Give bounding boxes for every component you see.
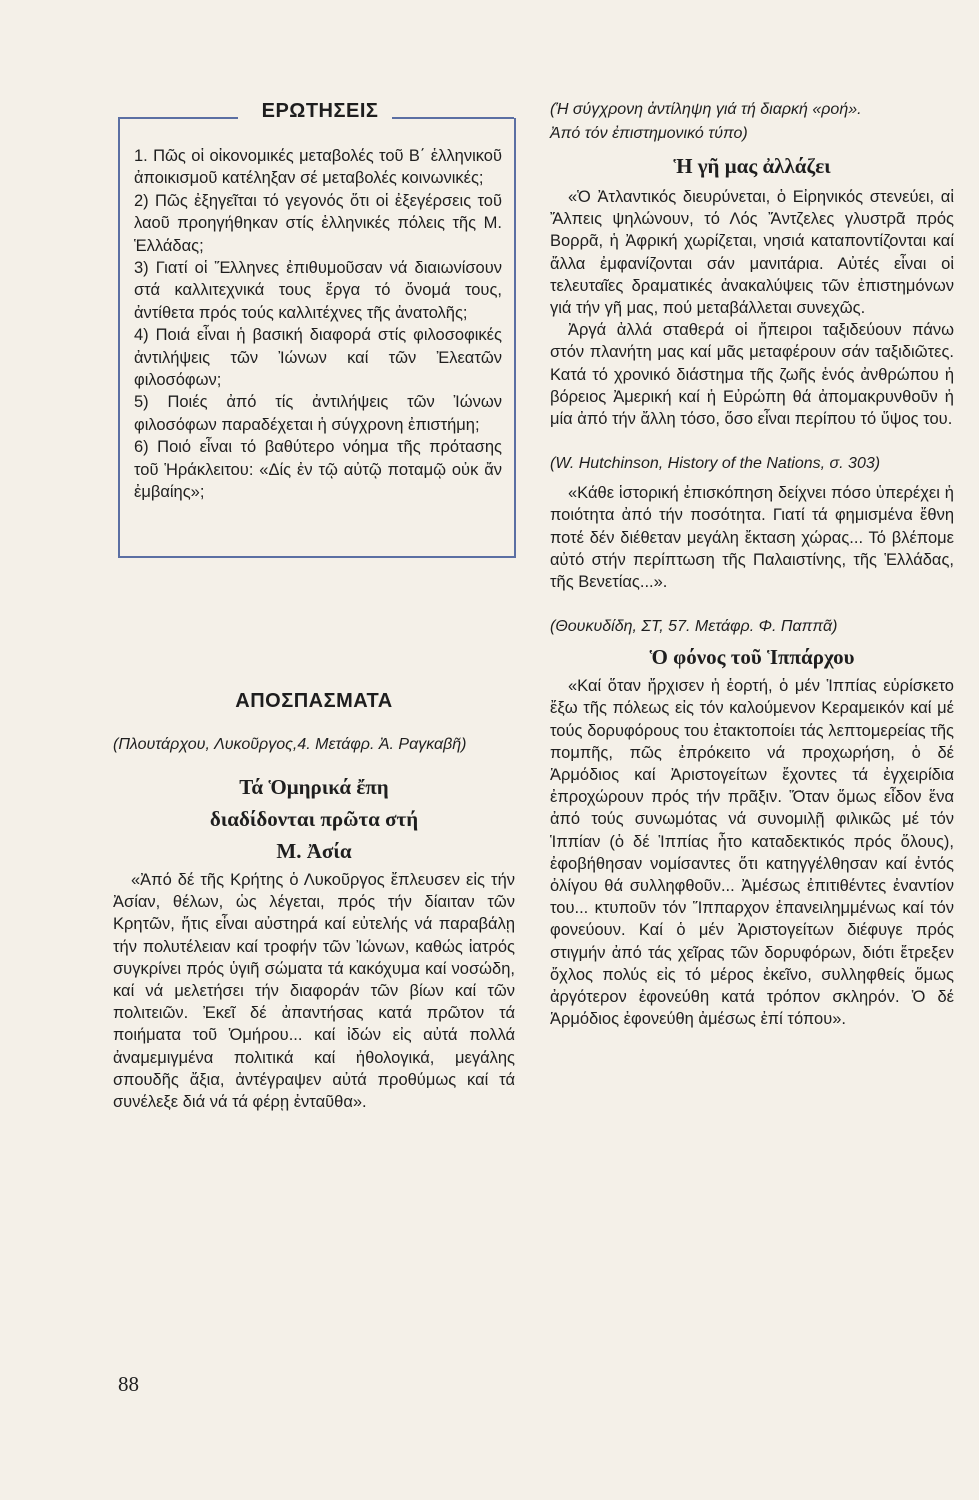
plutarch-heading xyxy=(113,771,515,867)
hutchinson-text: «Κάθε ἱστορική ἐπισκόπηση δείχνει πόσο ὑπερέχει ἡ ποιότητα ἀπό τήν ποσότητα. Γιατί τά φημισμένα ἔθνη ποτέ δέν διέθεταν μεγάλη ἔκταση χώρας... Τό βλέπομε αὐτό στήν περίπτωση τῆς Παλαιστίνης, τῆς Ἑλλάδας, τῆς Βενετίας...». xyxy=(550,484,954,592)
thucydides-citation: (Θουκυδίδη, ΣΤ, 57. Μετάφρ. Φ. Παππᾶ) xyxy=(550,618,838,636)
plutarch-text: «Ἀπό δέ τῆς Κρήτης ὁ Λυκοῦργος ἔπλευσεν εἰς τήν Ἀσίαν, θέλων, ὡς λέγεται, πρός τήν δίαιταν τῶν Κρητῶν, ἥτις εἶναι αὐστηρά καί εὐτελής νά παραβάλῃ τήν πολυτέλειαν καί τροφήν τῶν Ἰώνων, καθώς ἰατρός συγκρίνει πρός ὑγιῆ σώματα τά κακόχυμα καί νοσώδη, καί νά μελετήσει τήν διαφοράν τῶν βίων καί τῶν πολιτειῶν. Ἐκεῖ δέ ἀπαντήσας κατά πρῶτον τά ποιήματα τοῦ Ὁμήρου... καί ἰδών εἰς αὐτά πολλά ἀναμεμιγμένα πολιτικά καί ἠθολογικά, μεγάλης σπουδῆς ἄξια, ἀντέγραψεν αὐτά προθύμως καί τά συνέλεξε διά νά τά φέρῃ ἐνταῦθα». xyxy=(113,871,515,1112)
question-2: 2) Πῶς ἐξηγεῖται τό γεγονός ὅτι οἱ ἐξεγέρσεις τοῦ λαοῦ προηγήθηκαν στίς ἑλληνικές πόλεις τῆς Μ. Ἑλλάδας; xyxy=(134,191,502,255)
question-6: 6) Ποιό εἶναι τό βαθύτερο νόημα τῆς πρότασης τοῦ Ἡράκλειτου: «Δίς ἐν τῷ αὐτῷ ποταμῷ οὐκ ἄν ἐμβαίης»; xyxy=(134,438,502,502)
thucydides-text-block xyxy=(550,675,954,1030)
excerpts-section xyxy=(113,690,515,1113)
hutchinson-text-block xyxy=(550,482,954,593)
questions-box-top-border-right xyxy=(392,117,514,119)
hutchinson-citation: (W. Hutchinson, History of the Nations, σ. 303) xyxy=(550,455,881,473)
question-4: 4) Ποιά εἶναι ἡ βασική διαφορά στίς φιλοσοφικές ἀντιλήψεις τῶν Ἰώνων καί τῶν Ἐλεατῶν φιλοσόφων; xyxy=(134,326,502,390)
thucydides-text: «Καί ὅταν ἤρχισεν ἡ ἑορτή, ὁ μέν Ἱππίας εὑρίσκετο ἔξω τῆς πόλεως εἰς τόν καλούμενον Κεραμεικόν καί μέ τούς δορυφόρους του ἐτακτοποίει τάς λεπτομερείας τῆς πομπῆς, πῶς ἐπρόκειτο νά προχωρήση, ὁ δέ Ἁρμόδιος καί Ἀριστογείτων ἔχοντες τά ἐγχειρίδια ἐπροχώρουν πρός τήν πρᾶξιν. Ὅταν ὅμως εἶδον ἕνα ἀπό τούς συνωμότας νά συνομιλῇ φιλικῶς μέ τόν Ἱππίαν (ὁ δέ Ἱππίας ἦτο καταδεκτικός πρός ὅλους), ἐφοβήθησαν νομίσαντες ὅτι κατηγγέλθησαν καί ἐντός ὀλίγου θά συλληφθοῦν... Ἀμέσως ἐπιτιθέντες ἐναντίον του... κτυποῦν τόν Ἵππαρχον ἐπανειλημμένως καί τόν φονεύουν. Καί ὁ μέν Ἀριστογείτων διέφυγε πρός στιγμήν ἀπό τάς χεῖρας τῶν δορυφόρων, διότι ἔτρεξεν ὄχλος πολύς εἰς τό μέρος ἐκεῖνο, συλληφθείς ὅμως ἀργότερον ἐφονεύθη κατά τρόπον σκληρόν. Ὁ δέ Ἁρμόδιος ἐφονεύθη ἀμέσως ἐπί τόπου». xyxy=(550,677,954,1029)
earth-citation-line2: Ἀπό τόν ἐπιστημονικό τύπο) xyxy=(550,125,748,142)
questions-title: ΕΡΩΤΗΣΕΙΣ xyxy=(261,100,379,122)
plutarch-heading-line3: Μ. Ἀσία xyxy=(276,839,352,863)
earth-para2: Ἀργά ἀλλά σταθερά οἱ ἤπειροι ταξιδεύουν πάνω στόν πλανήτη μας καί μᾶς μεταφέρουν σάν ταξιδιῶτες. Κατά τό χρονικό διάστημα τῆς ζωῆς ἑνός ἀνθρώπου ἡ βόρειος Ἀμερική καί ἡ Εὐρώπη θά ἀπομακρυνθοῦν ἡ μία ἀπό τήν ἄλλη τόσο, ὅσο εἶναι περίπου τό ὕψος του. xyxy=(550,321,954,429)
plutarch-heading-line2: διαδίδονται πρῶτα στή xyxy=(209,807,419,831)
question-5: 5) Ποιές ἀπό τίς ἀντιλήψεις τῶν Ἰώνων φιλοσόφων παραδέχεται ἡ σύγχρονη ἐπιστήμη; xyxy=(134,393,502,434)
page-number: 88 xyxy=(118,1372,139,1396)
earth-heading: Ἡ γῆ μας ἀλλάζει xyxy=(673,154,831,178)
thucydides-heading: Ὁ φόνος τοῦ Ἱππάρχου xyxy=(649,645,855,670)
right-column xyxy=(550,98,954,1031)
plutarch-text-block xyxy=(113,869,515,1113)
plutarch-citation: (Πλουτάρχου, Λυκοῦργος,4. Μετάφρ. Ἀ. Ραγκαβῆ) xyxy=(113,736,467,753)
earth-para1: «Ὁ Ἀτλαντικός διευρύνεται, ὁ Εἰρηνικός στενεύει, αἱ Ἄλπεις ψηλώνουν, τό Λός Ἄντζελες γλυστρᾶ πρός Βορρᾶ, ἡ Ἀφρική χωρίζεται, νησιά καταποντίζονται καί ἄλλα ἐμφανίζονται σάν μανιτάρια. Αὐτές εἶναι οἱ τελευταῖες δραματικές ἀνακαλύψεις τῶν ἐπιστημόνων γιά τήν γῆ μας, πού μεταβάλλεται συνεχῶς. xyxy=(550,188,954,318)
excerpts-title: ΑΠΟΣΠΑΣΜΑΤΑ xyxy=(235,690,393,712)
questions-box-top-border-left xyxy=(118,117,238,119)
earth-citation xyxy=(550,98,954,146)
earth-citation-line1: (Ἡ σύγχρονη ἀντίληψη γιά τή διαρκή «ροή». xyxy=(550,101,862,118)
plutarch-heading-line1: Τά Ὁμηρικά ἔπη xyxy=(239,775,389,799)
question-3: 3) Γιατί οἱ Ἕλληνες ἐπιθυμοῦσαν νά διαιωνίσουν στά καλλιτεχνικά τους ἔργα τό ὄνομά τους, ἀντίθετα πρός τούς καλλιτέχνες τῆς ἀνατολῆς; xyxy=(134,259,502,322)
questions-list xyxy=(134,145,502,504)
question-1: 1. Πῶς οἱ οἰκονομικές μεταβολές τοῦ Β΄ ἑλληνικοῦ ἀποικισμοῦ κατέληξαν σέ μεταβολές κοινωνικές; xyxy=(134,147,502,188)
earth-text-block xyxy=(550,186,954,430)
